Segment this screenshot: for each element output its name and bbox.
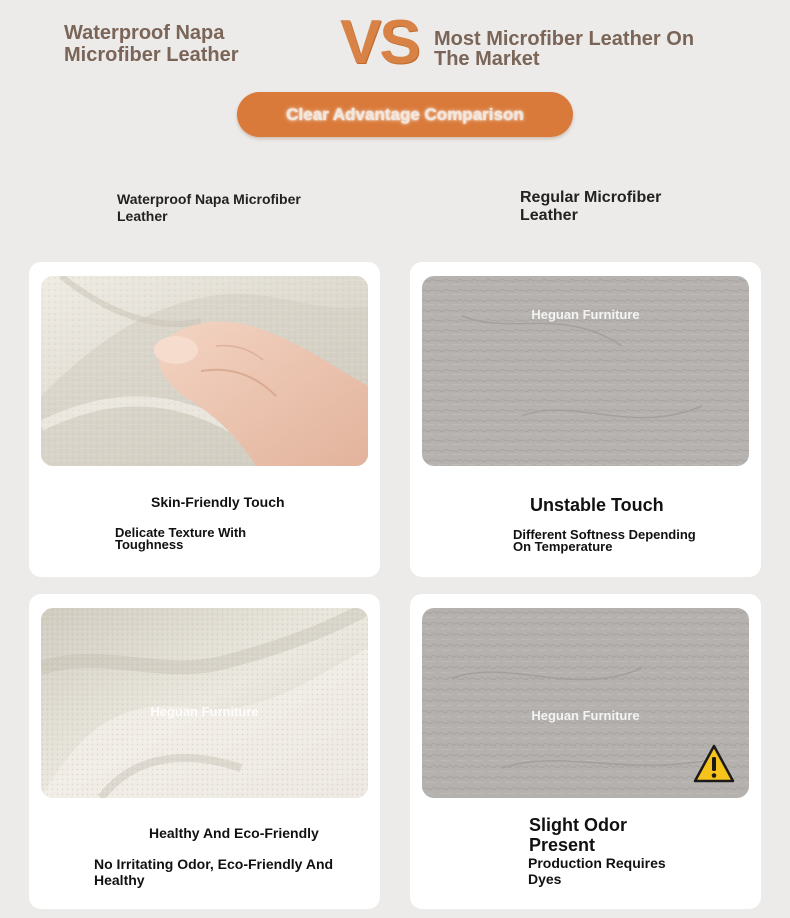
card-title: Unstable Touch (530, 495, 664, 515)
card-napa-touch (29, 262, 380, 577)
regular-leather-image (422, 608, 749, 798)
watermark: Heguan Furniture (531, 307, 640, 322)
card-regular-odor (410, 594, 761, 909)
napa-leather-hand-image (41, 276, 368, 466)
regular-leather-image (422, 276, 749, 466)
napa-leather-fold-image (41, 608, 368, 798)
column-heading-napa: Waterproof Napa Microfiber Leather (117, 191, 301, 224)
left-product-title: Waterproof Napa Microfiber Leather (64, 22, 239, 66)
card-regular-touch (410, 262, 761, 577)
comparison-banner (237, 92, 573, 137)
watermark: Heguan Furniture (150, 704, 259, 719)
comparison-banner-label: Clear Advantage Comparison (286, 104, 524, 124)
vs-label: VS (340, 8, 419, 77)
warning-icon (693, 744, 735, 784)
column-heading-regular: Regular Microfiber Leather (520, 189, 662, 224)
watermark: Heguan Furniture (531, 708, 640, 723)
card-title: Slight Odor Present (529, 815, 627, 855)
card-description: No Irritating Odor, Eco-Friendly And Healthy (94, 856, 334, 888)
card-description: Production Requires Dyes (528, 855, 666, 887)
card-description: Different Softness Depending On Temperature (513, 527, 696, 554)
card-napa-eco (29, 594, 380, 909)
card-title: Healthy And Eco-Friendly (149, 825, 319, 841)
card-description: Delicate Texture With Toughness (115, 525, 247, 552)
right-product-title: Most Microfiber Leather On The Market (434, 28, 695, 70)
card-title: Skin-Friendly Touch (151, 494, 285, 510)
